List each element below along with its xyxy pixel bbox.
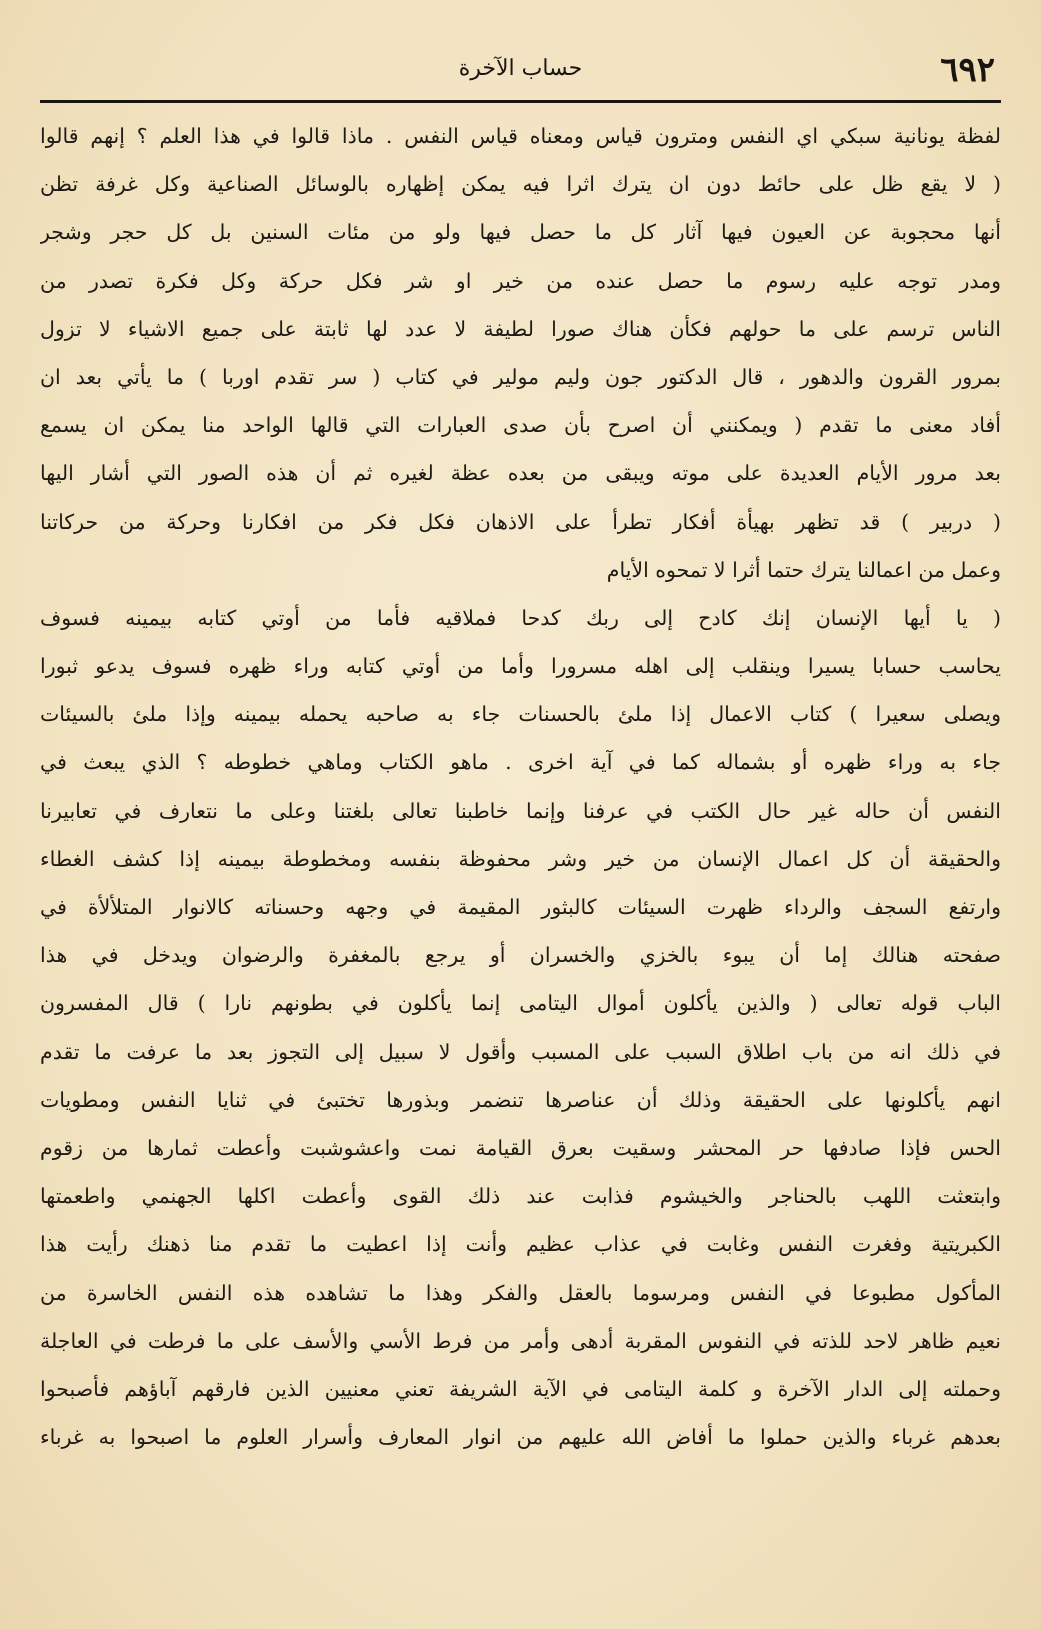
header-rule: [40, 100, 1001, 103]
text-line: ومدر توجه عليه رسوم ما حصل عنده من خير او شر فكل حركة وكل فكرة تصدر من: [40, 268, 1001, 293]
text-line: ويصلى سعيرا ) كتاب الاعمال إذا ملئ بالحسنات جاء به صاحبه يحمله بيمينه وإذا ملئ بالسيئات: [40, 702, 1001, 727]
text-line: انهم يأكلونها على الحقيقة وذلك أن عناصرها تنضمر وبذورها تختبئ في ثنايا النفس ومطويات: [40, 1087, 1001, 1112]
text-line: ( لا يقع ظل على حائط دون ان يترك اثرا فيه يمكن إظهاره بالوسائل الصناعية وكل غرفة تظن: [40, 172, 1001, 197]
text-line: بعد مرور الأيام العديدة على موته ويبقى من بعده عظة لغيره ثم أن هذه الصور التي أشار اليها: [40, 461, 1001, 486]
text-line: وارتفع السجف والرداء ظهرت السيئات كالبثور المقيمة في وجهه وحسناته كالانوار المتلألأة في: [40, 895, 1001, 919]
text-line: في ذلك انه من باب اطلاق السبب على المسبب وأقول لا سبيل إلى التجوز بعد ما عرفت ما تقدم: [40, 1039, 1001, 1064]
text-line: ( يا أيها الإنسان إنك كادح إلى ربك كدحا فملاقيه فأما من أوتي كتابه بيمينه فسوف: [40, 605, 1001, 630]
running-title: حساب الآخرة: [458, 56, 583, 81]
paragraph-end-line: وعمل من اعمالنا يترك حتما أثرا لا تمحوه الأيام: [606, 557, 1001, 582]
text-line: وابتعثت اللهب بالحناجر والخيشوم فذابت عند ذلك القوى وأعطت اكلها الجهنمي واطعمتها: [40, 1184, 1001, 1209]
text-line: الباب قوله تعالى ( والذين يأكلون أموال اليتامى إنما يأكلون في بطونهم نارا ) قال المفسرون: [40, 991, 1001, 1016]
text-line: والحقيقة أن كل اعمال الإنسان من خير وشر محفوظة بنفسه ومخطوطة بيمينه إذا كشف الغطاء: [40, 846, 1001, 871]
text-line: جاء به وراء ظهره أو بشماله كما في آية اخرى . ماهو الكتاب وماهي خطوطه ؟ الذي يبعث في: [40, 750, 1001, 775]
text-line: ( دربير ) قد تظهر بهيأة أفكار تطرأ على الاذهان فكل فكر من افكارنا وحركة من حركاتنا: [40, 509, 1001, 534]
text-line: الناس ترسم على ما حولهم فكأن هناك صورا لطيفة لا عدد لها ثابتة على جميع الاشياء لا تزول: [40, 316, 1001, 341]
text-line: أفاد معنى ما تقدم ( ويمكنني أن اصرح بأن صدى العبارات التي قالها الواحد منا يمكن ان يسمع: [40, 413, 1001, 438]
text-line: النفس أن حاله غير حال الكتب في عرفنا وإنما خاطبنا تعالى بلغتنا وعلى ما نتعارف في تعابيرنا: [40, 798, 1001, 823]
text-line: وحملته إلى الدار الآخرة و كلمة اليتامى في الآية الشريفة تعني معنيين الذين فارقهم آباؤهم فأصبحوا: [40, 1376, 1001, 1401]
text-line: أنها محجوبة عن العيون فيها آثار كل ما حصل فيها ولو من مئات السنين بل كل حجر وشجر: [40, 220, 1001, 245]
body-text: [40, 112, 1001, 1461]
text-line: بعدهم غرباء والذين حملوا ما أفاض الله عليهم من انوار المعارف وأسرار العلوم ما اصبحوا به غرباء: [40, 1425, 1001, 1450]
text-line: صفحته هنالك إما أن يبوء بالخزي والخسران أو يرجع بالمغفرة والرضوان ويدخل في هذا: [40, 943, 1001, 968]
page-number: ٦٩٢: [940, 50, 995, 90]
page-header: [38, 44, 1003, 100]
text-line: يحاسب حسابا يسيرا وينقلب إلى اهله مسرورا وأما من أوتي كتابه وراء ظهره فسوف يدعو ثبورا: [40, 654, 1001, 679]
text-line: بمرور القرون والدهور ، قال الدكتور جون وليم مولير في كتاب ( سر تقدم اوربا ) ما يأتي بعد ان: [40, 364, 1001, 389]
text-line: الحس فإذا صادفها حر المحشر وسقيت بعرق القيامة نمت واعشوشبت وأعطت ثمارها من زقوم: [40, 1135, 1001, 1160]
text-line: المأكول مطبوعا في النفس ومرسوما بالعقل والفكر وهذا ما تشاهده هذه النفس الخاسرة من: [40, 1280, 1001, 1305]
text-line: لفظة يونانية سبكي اي النفس ومترون قياس ومعناه قياس النفس . ماذا قالوا في هذا العلم ؟ إنهم قالوا: [40, 124, 1001, 148]
text-line: الكبريتية وفغرت النفس وغابت في عذاب عظيم وأنت إذا اعطيت ما تقدم منا ذهنك رأيت هذا: [40, 1232, 1001, 1257]
text-line: نعيم ظاهر لاحد للذته في النفوس المقربة أدهى وأمر من فرط الأسي والأسف على ما فرطت في العاجلة: [40, 1328, 1001, 1353]
